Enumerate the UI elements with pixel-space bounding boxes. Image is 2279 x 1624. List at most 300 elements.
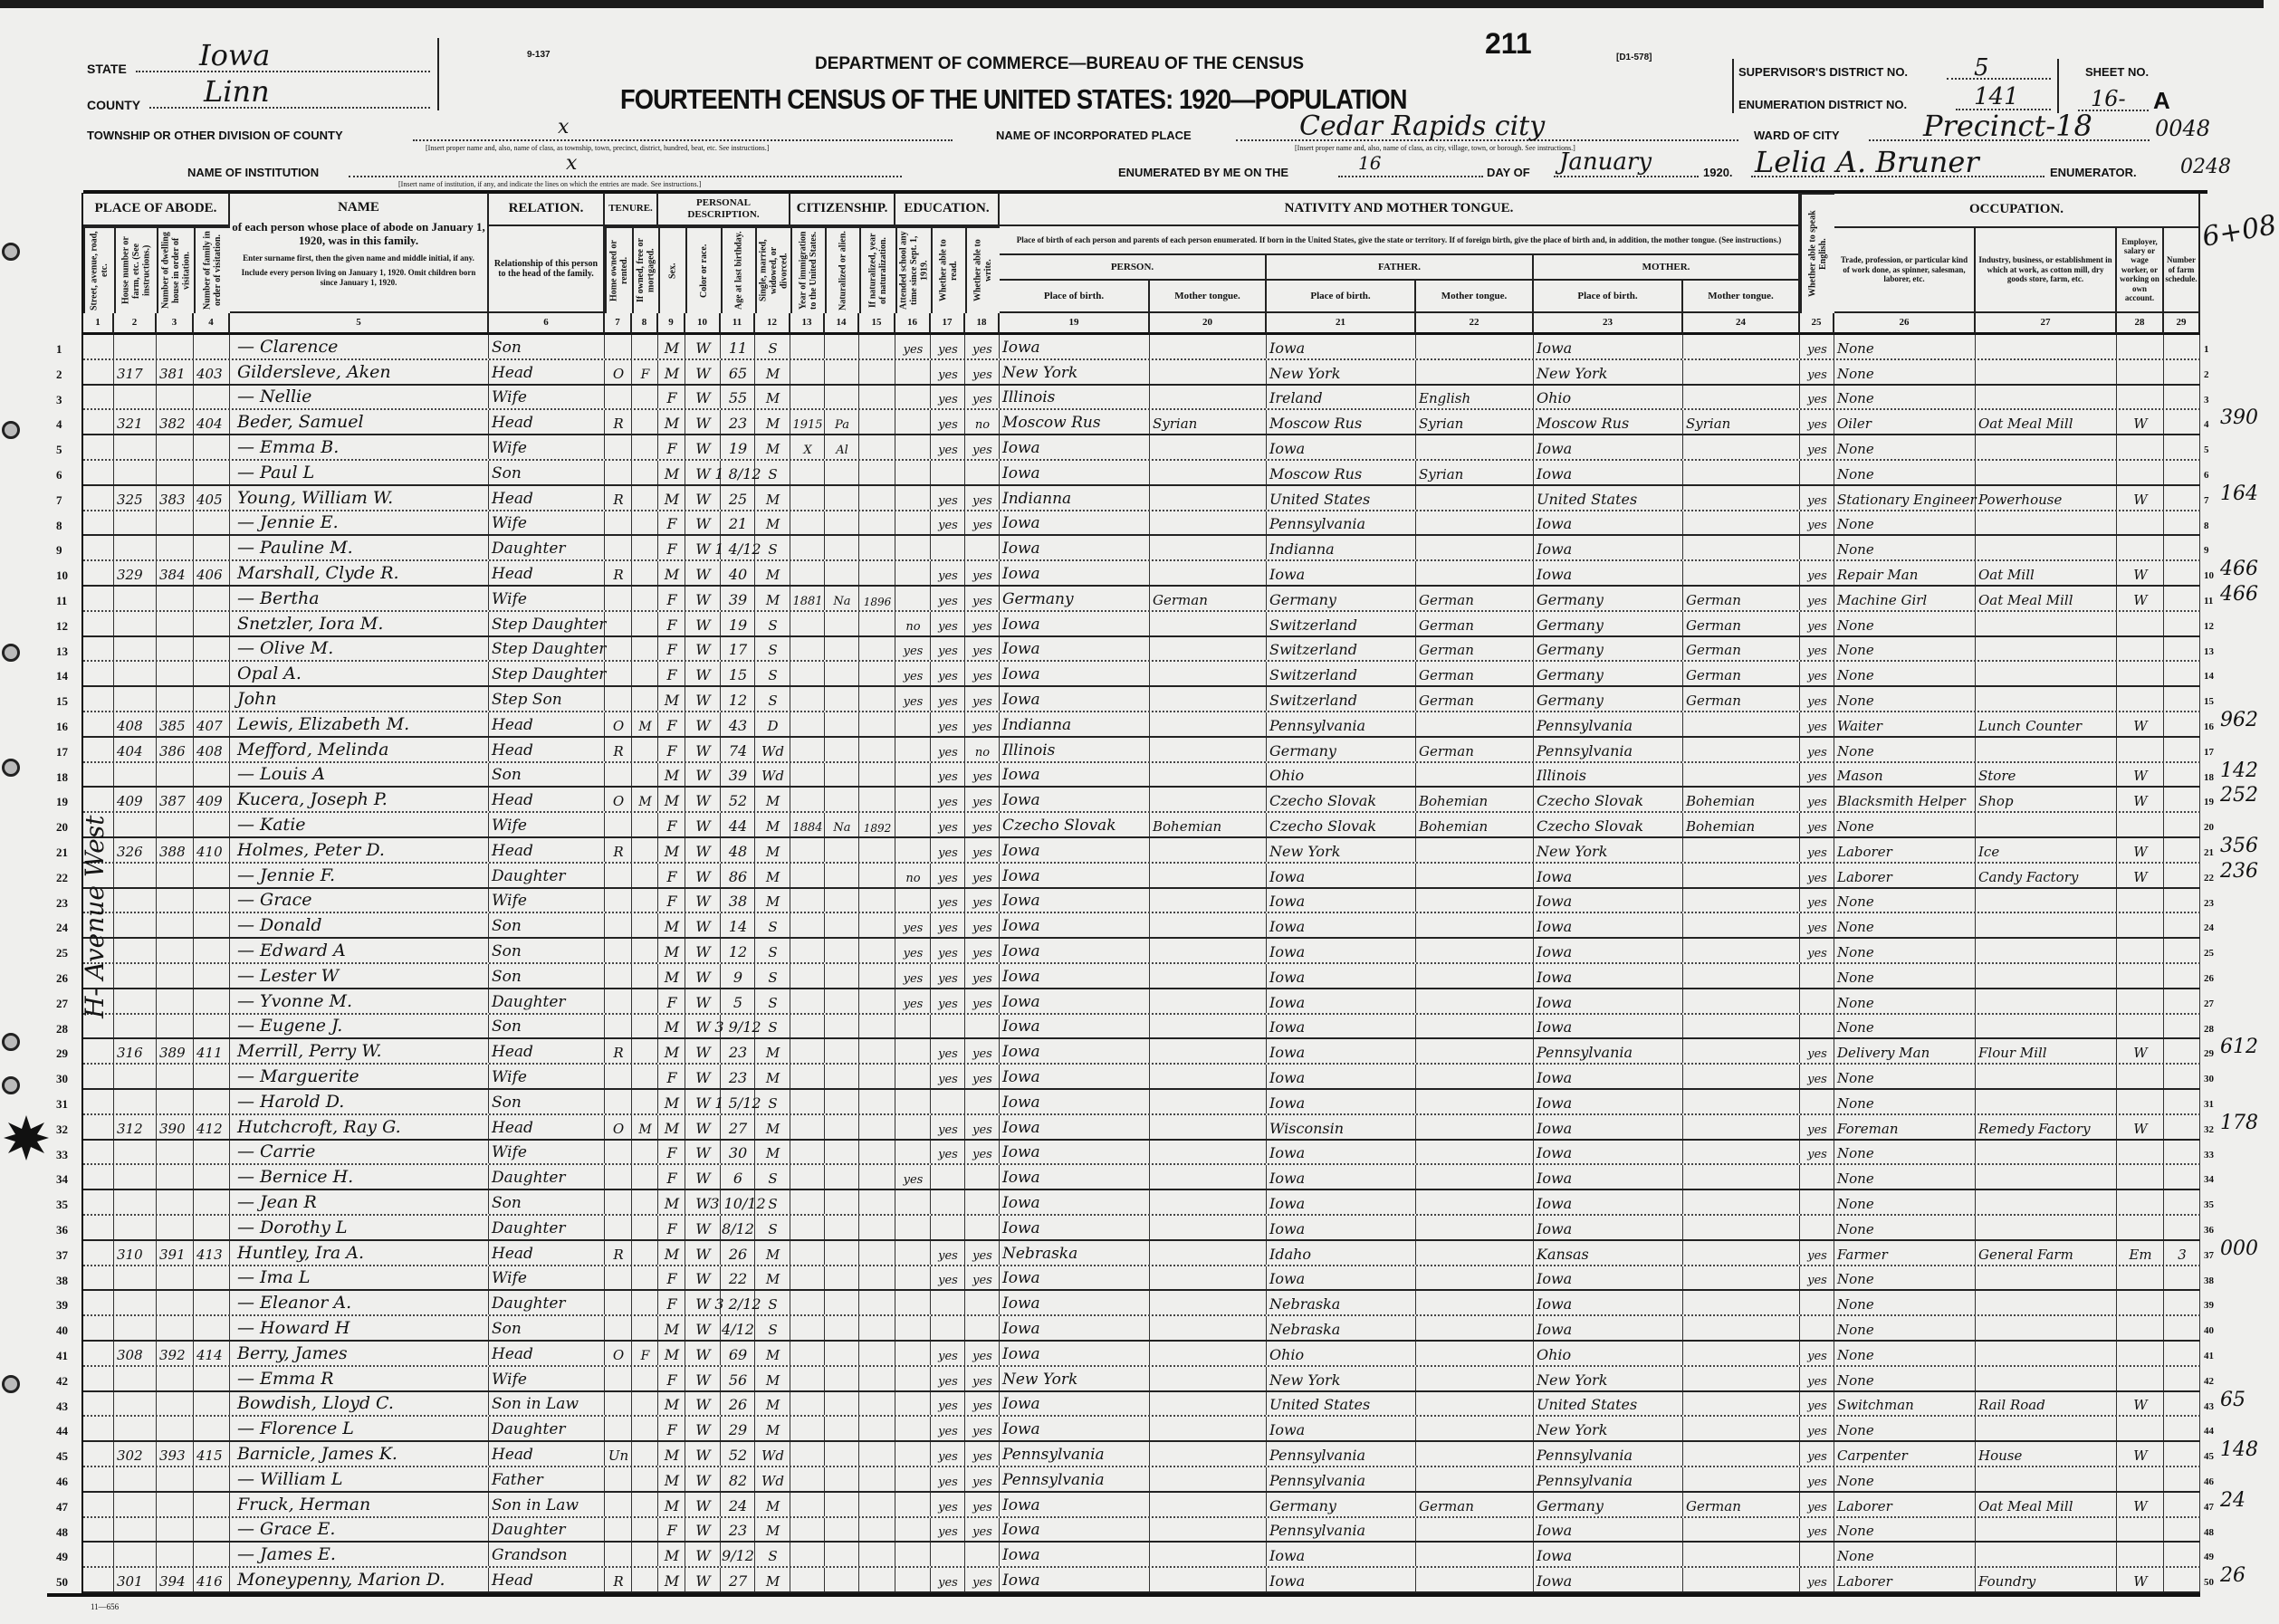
column-header-20: Mother tongue. bbox=[1150, 281, 1267, 313]
cell-col-2 bbox=[114, 939, 157, 962]
cell-col-9: M bbox=[658, 1015, 685, 1038]
supervisor-label: SUPERVISOR'S DISTRICT NO. bbox=[1738, 65, 1909, 79]
cell-col-19: Iowa bbox=[1000, 662, 1150, 685]
cell-col-15 bbox=[859, 913, 895, 937]
cell-col-12: M bbox=[755, 410, 790, 434]
cell-col-17: yes bbox=[931, 561, 965, 585]
cell-col-19: Iowa bbox=[1000, 561, 1150, 585]
cell-col-3 bbox=[157, 1493, 194, 1516]
sheet-value: 16- bbox=[2078, 86, 2149, 111]
cell-col-26: None bbox=[1834, 461, 1976, 484]
cell-col-25 bbox=[1800, 461, 1834, 484]
cell-col-15 bbox=[859, 637, 895, 661]
cell-col-19: Iowa bbox=[1000, 1141, 1150, 1164]
cell-col-23: United States bbox=[1534, 1392, 1683, 1416]
cell-col-4 bbox=[194, 864, 230, 887]
cell-col-26: Mason bbox=[1834, 763, 1976, 787]
cell-col-4 bbox=[194, 461, 230, 484]
cell-col-21: Ireland bbox=[1267, 386, 1416, 409]
cell-col-19: Iowa bbox=[1000, 1090, 1150, 1113]
cell-col-19: Germany bbox=[1000, 587, 1150, 610]
cell-col-12: M bbox=[755, 1392, 790, 1416]
cell-col-19: Iowa bbox=[1000, 1015, 1150, 1038]
cell-col-16 bbox=[895, 1141, 931, 1164]
cell-col-14: Na bbox=[825, 813, 859, 836]
cell-col-25: yes bbox=[1800, 435, 1834, 459]
cell-col-29 bbox=[2164, 687, 2200, 711]
cell-col-8 bbox=[632, 687, 658, 711]
cell-col-10: W bbox=[685, 964, 721, 988]
cell-col-27: Oat Mill bbox=[1976, 561, 2117, 585]
cell-col-4 bbox=[194, 964, 230, 988]
cell-col-1 bbox=[83, 1417, 114, 1440]
cell-col-19: Iowa bbox=[1000, 335, 1150, 358]
table-row bbox=[83, 1141, 2200, 1166]
cell-col-24 bbox=[1683, 1165, 1800, 1189]
cell-col-8: F bbox=[632, 360, 658, 384]
cell-col-18: no bbox=[965, 410, 1000, 434]
nativity-desc: Place of birth of each person and parents of each person enumerated. If born in the United States, give the state or territory. If of foreign birth, give the place of birth and, in addition, the mother tongue. (See instructions.) bbox=[1000, 226, 1800, 255]
cell-col-14 bbox=[825, 939, 859, 962]
cell-col-3 bbox=[157, 939, 194, 962]
table-row bbox=[83, 662, 2200, 687]
cell-col-26: None bbox=[1834, 1015, 1976, 1038]
cell-col-12: Wd bbox=[755, 738, 790, 761]
cell-col-4: 408 bbox=[194, 738, 230, 761]
cell-col-7: R bbox=[605, 1568, 632, 1591]
institution-value: x bbox=[349, 152, 902, 177]
cell-col-11: 48 bbox=[721, 838, 755, 862]
cell-col-24 bbox=[1683, 1417, 1800, 1440]
cell-col-14 bbox=[825, 864, 859, 887]
cell-col-20 bbox=[1150, 1039, 1267, 1063]
cell-col-15 bbox=[859, 1467, 895, 1491]
binding-hole-icon bbox=[2, 1033, 20, 1051]
cell-col-10: W bbox=[685, 913, 721, 937]
cell-col-20 bbox=[1150, 612, 1267, 635]
cell-col-8 bbox=[632, 1090, 658, 1113]
cell-col-16 bbox=[895, 1115, 931, 1139]
cell-col-5: — Edward A bbox=[230, 939, 489, 962]
supervisor-value: 5 bbox=[1947, 54, 2051, 80]
cell-col-27 bbox=[1976, 536, 2117, 559]
cell-col-12: Wd bbox=[755, 1442, 790, 1466]
cell-col-2 bbox=[114, 1543, 157, 1566]
cell-col-17: yes bbox=[931, 788, 965, 811]
cell-col-13 bbox=[790, 662, 825, 685]
cell-col-28 bbox=[2117, 511, 2164, 535]
line-number-left: 18 bbox=[56, 769, 68, 784]
line-number-left: 21 bbox=[56, 845, 68, 859]
cell-col-16 bbox=[895, 1190, 931, 1214]
cell-col-13 bbox=[790, 1467, 825, 1491]
cell-col-10: W bbox=[685, 561, 721, 585]
cell-col-20 bbox=[1150, 939, 1267, 962]
cell-col-15 bbox=[859, 1190, 895, 1214]
cell-col-17: yes bbox=[931, 335, 965, 358]
line-number-left: 34 bbox=[56, 1172, 68, 1187]
cell-col-21: Moscow Rus bbox=[1267, 461, 1416, 484]
cell-col-1 bbox=[83, 1291, 114, 1314]
cell-col-26: None bbox=[1834, 1417, 1976, 1440]
cell-col-1 bbox=[83, 1090, 114, 1113]
cell-col-27 bbox=[1976, 1266, 2117, 1290]
cell-col-13 bbox=[790, 1039, 825, 1063]
cell-col-13 bbox=[790, 788, 825, 811]
cell-col-9: M bbox=[658, 1392, 685, 1416]
cell-col-17: yes bbox=[931, 1342, 965, 1365]
cell-col-20 bbox=[1150, 1367, 1267, 1390]
column-header-15: If naturalized, year of naturalization. bbox=[859, 226, 895, 313]
cell-col-4: 415 bbox=[194, 1442, 230, 1466]
cell-col-12: D bbox=[755, 712, 790, 736]
cell-col-28 bbox=[2117, 435, 2164, 459]
table-row bbox=[83, 1367, 2200, 1392]
line-number-left: 2 bbox=[56, 367, 62, 381]
cell-col-25 bbox=[1800, 1543, 1834, 1566]
cell-col-14: Pa bbox=[825, 410, 859, 434]
ward-note: 0048 bbox=[2155, 116, 2211, 141]
cell-col-20 bbox=[1150, 1417, 1267, 1440]
cell-col-28: W bbox=[2117, 763, 2164, 787]
cell-col-10: W bbox=[685, 410, 721, 434]
cell-col-12: S bbox=[755, 989, 790, 1013]
group-citizenship: CITIZENSHIP. bbox=[790, 193, 895, 226]
cell-col-7 bbox=[605, 763, 632, 787]
line-number-right: 32 bbox=[2204, 1123, 2214, 1135]
column-number-19: 19 bbox=[1000, 313, 1150, 335]
cell-col-9: M bbox=[658, 1090, 685, 1113]
cell-col-18: yes bbox=[965, 1342, 1000, 1365]
cell-col-9: F bbox=[658, 612, 685, 635]
table-row bbox=[83, 1467, 2200, 1493]
cell-col-16 bbox=[895, 889, 931, 912]
column-number-7: 7 bbox=[605, 313, 632, 335]
cell-col-12: S bbox=[755, 461, 790, 484]
column-number-12: 12 bbox=[755, 313, 790, 335]
cell-col-8 bbox=[632, 637, 658, 661]
line-number-right: 9 bbox=[2204, 545, 2209, 557]
cell-col-11: 19 bbox=[721, 612, 755, 635]
cell-col-24 bbox=[1683, 1241, 1800, 1265]
cell-col-3 bbox=[157, 1165, 194, 1189]
cell-col-19: Iowa bbox=[1000, 536, 1150, 559]
cell-col-25: yes bbox=[1800, 1367, 1834, 1390]
cell-col-17: yes bbox=[931, 813, 965, 836]
cell-col-2 bbox=[114, 763, 157, 787]
cell-col-26: None bbox=[1834, 386, 1976, 409]
cell-col-27 bbox=[1976, 1015, 2117, 1038]
cell-col-15 bbox=[859, 939, 895, 962]
enumeration-day: 16 bbox=[1338, 152, 1483, 177]
cell-col-8: M bbox=[632, 712, 658, 736]
table-row bbox=[83, 612, 2200, 637]
cell-col-9: M bbox=[658, 1342, 685, 1365]
cell-col-25: yes bbox=[1800, 1442, 1834, 1466]
cell-col-15 bbox=[859, 989, 895, 1013]
cell-col-9: M bbox=[658, 939, 685, 962]
cell-col-23: Germany bbox=[1534, 612, 1683, 635]
cell-col-25 bbox=[1800, 964, 1834, 988]
table-row bbox=[83, 1039, 2200, 1065]
cell-col-26: Laborer bbox=[1834, 1493, 1976, 1516]
cell-col-25 bbox=[1800, 1015, 1834, 1038]
table-row bbox=[83, 1190, 2200, 1216]
line-number-right: 49 bbox=[2204, 1552, 2214, 1563]
cell-col-18 bbox=[965, 1015, 1000, 1038]
cell-col-26: None bbox=[1834, 335, 1976, 358]
cell-col-18: yes bbox=[965, 1065, 1000, 1088]
cell-col-9: F bbox=[658, 1165, 685, 1189]
cell-col-25: yes bbox=[1800, 1266, 1834, 1290]
cell-col-19: Illinois bbox=[1000, 386, 1150, 409]
cell-col-24 bbox=[1683, 1568, 1800, 1591]
cell-col-13 bbox=[790, 939, 825, 962]
line-number-right: 14 bbox=[2204, 671, 2214, 683]
cell-col-26: Farmer bbox=[1834, 1241, 1976, 1265]
cell-col-25: yes bbox=[1800, 1493, 1834, 1516]
cell-col-5: — Lester W bbox=[230, 964, 489, 988]
cell-col-5: — Grace E. bbox=[230, 1518, 489, 1542]
cell-col-4 bbox=[194, 662, 230, 685]
cell-col-9: F bbox=[658, 435, 685, 459]
cell-col-1 bbox=[83, 1493, 114, 1516]
cell-col-23: Germany bbox=[1534, 1493, 1683, 1516]
table-row bbox=[83, 386, 2200, 411]
cell-col-27: Oat Meal Mill bbox=[1976, 410, 2117, 434]
line-number-left: 50 bbox=[56, 1575, 68, 1590]
cell-col-12: M bbox=[755, 386, 790, 409]
cell-col-15 bbox=[859, 1316, 895, 1340]
line-number-left: 20 bbox=[56, 820, 68, 835]
cell-col-8 bbox=[632, 386, 658, 409]
line-number-right: 15 bbox=[2204, 696, 2214, 708]
cell-col-26: Foreman bbox=[1834, 1115, 1976, 1139]
cell-col-5: Moneypenny, Marion D. bbox=[230, 1568, 489, 1591]
line-number-left: 31 bbox=[56, 1097, 68, 1111]
cell-col-29 bbox=[2164, 964, 2200, 988]
cell-col-7: O bbox=[605, 712, 632, 736]
cell-col-13 bbox=[790, 1518, 825, 1542]
cell-col-8 bbox=[632, 1568, 658, 1591]
cell-col-19: New York bbox=[1000, 1367, 1150, 1390]
line-number-right: 13 bbox=[2204, 645, 2214, 657]
cell-col-7 bbox=[605, 1518, 632, 1542]
cell-col-16 bbox=[895, 1367, 931, 1390]
cell-col-18: yes bbox=[965, 360, 1000, 384]
line-number-right: 28 bbox=[2204, 1023, 2214, 1035]
cell-col-11: 40 bbox=[721, 561, 755, 585]
cell-col-2 bbox=[114, 1266, 157, 1290]
cell-col-16: yes bbox=[895, 989, 931, 1013]
cell-col-3 bbox=[157, 1543, 194, 1566]
cell-col-25: yes bbox=[1800, 1392, 1834, 1416]
cell-col-6: Son bbox=[489, 939, 605, 962]
cell-col-17: yes bbox=[931, 838, 965, 862]
group-mother: MOTHER. bbox=[1534, 255, 1800, 281]
cell-col-1 bbox=[83, 536, 114, 559]
footer-code: 11—656 bbox=[91, 1602, 120, 1611]
cell-col-28: W bbox=[2117, 712, 2164, 736]
cell-col-15 bbox=[859, 1039, 895, 1063]
cell-col-15 bbox=[859, 435, 895, 459]
line-number-left: 44 bbox=[56, 1424, 68, 1438]
cell-col-16 bbox=[895, 1342, 931, 1365]
column-number-3: 3 bbox=[157, 313, 194, 335]
scan-border bbox=[0, 0, 2264, 8]
cell-col-21: Iowa bbox=[1267, 889, 1416, 912]
cell-col-21: Iowa bbox=[1267, 1266, 1416, 1290]
cell-col-2 bbox=[114, 1417, 157, 1440]
line-number-right: 39 bbox=[2204, 1300, 2214, 1312]
cell-col-27: Oat Meal Mill bbox=[1976, 1493, 2117, 1516]
cell-col-1 bbox=[83, 1467, 114, 1491]
line-number-right: 37 bbox=[2204, 1249, 2214, 1261]
cell-col-15 bbox=[859, 1165, 895, 1189]
street-margin-note: H- Avenue West bbox=[80, 815, 110, 1018]
incorporated-value: Cedar Rapids city bbox=[1236, 110, 1738, 141]
cell-col-14 bbox=[825, 511, 859, 535]
cell-col-25: yes bbox=[1800, 1241, 1834, 1265]
cell-col-26: None bbox=[1834, 1291, 1976, 1314]
cell-col-3 bbox=[157, 813, 194, 836]
cell-col-28 bbox=[2117, 913, 2164, 937]
cell-col-17: yes bbox=[931, 1493, 965, 1516]
cell-col-20 bbox=[1150, 435, 1267, 459]
cell-col-26: None bbox=[1834, 1216, 1976, 1239]
cell-col-16 bbox=[895, 1015, 931, 1038]
line-number-left: 27 bbox=[56, 996, 68, 1010]
cell-col-4: 405 bbox=[194, 486, 230, 510]
cell-col-5: — Harold D. bbox=[230, 1090, 489, 1113]
line-number-right: 11 bbox=[2204, 596, 2214, 607]
cell-col-6: Head bbox=[489, 1115, 605, 1139]
cell-col-29 bbox=[2164, 1291, 2200, 1314]
cell-col-16: yes bbox=[895, 939, 931, 962]
cell-col-7 bbox=[605, 1141, 632, 1164]
cell-col-20 bbox=[1150, 1543, 1267, 1566]
cell-col-10: W bbox=[685, 712, 721, 736]
cell-col-9: F bbox=[658, 1266, 685, 1290]
cell-col-11: 56 bbox=[721, 1367, 755, 1390]
line-number-left: 46 bbox=[56, 1475, 68, 1488]
cell-col-7 bbox=[605, 1493, 632, 1516]
cell-col-1 bbox=[83, 612, 114, 635]
cell-col-29 bbox=[2164, 1190, 2200, 1214]
cell-col-7: O bbox=[605, 1115, 632, 1139]
cell-col-7 bbox=[605, 1392, 632, 1416]
cell-col-19: Iowa bbox=[1000, 939, 1150, 962]
cell-col-24 bbox=[1683, 1367, 1800, 1390]
cell-col-26: Laborer bbox=[1834, 864, 1976, 887]
cell-col-10: W bbox=[685, 587, 721, 610]
cell-col-27 bbox=[1976, 1417, 2117, 1440]
cell-col-29 bbox=[2164, 1115, 2200, 1139]
cell-col-23: New York bbox=[1534, 1367, 1683, 1390]
table-row bbox=[83, 964, 2200, 989]
incorporated-label: NAME OF INCORPORATED PLACE bbox=[996, 129, 1192, 142]
cell-col-24 bbox=[1683, 1015, 1800, 1038]
cell-col-24 bbox=[1683, 1141, 1800, 1164]
cell-col-3 bbox=[157, 1090, 194, 1113]
cell-col-20 bbox=[1150, 1141, 1267, 1164]
cell-col-16 bbox=[895, 461, 931, 484]
column-number-13: 13 bbox=[790, 313, 825, 335]
cell-col-3 bbox=[157, 335, 194, 358]
cell-col-23: Iowa bbox=[1534, 1115, 1683, 1139]
cell-col-18 bbox=[965, 1543, 1000, 1566]
cell-col-26: None bbox=[1834, 1266, 1976, 1290]
cell-col-11: 5 bbox=[721, 989, 755, 1013]
cell-col-5: Fruck, Herman bbox=[230, 1493, 489, 1516]
cell-col-11: 24 bbox=[721, 1493, 755, 1516]
cell-col-15 bbox=[859, 1518, 895, 1542]
cell-col-12: M bbox=[755, 486, 790, 510]
cell-col-8 bbox=[632, 1518, 658, 1542]
cell-col-22 bbox=[1416, 1367, 1534, 1390]
cell-col-24 bbox=[1683, 1039, 1800, 1063]
cell-col-24: German bbox=[1683, 1493, 1800, 1516]
cell-col-8 bbox=[632, 536, 658, 559]
cell-col-7 bbox=[605, 1090, 632, 1113]
cell-col-19: Iowa bbox=[1000, 889, 1150, 912]
line-number-left: 8 bbox=[56, 518, 62, 532]
cell-col-22 bbox=[1416, 712, 1534, 736]
table-row bbox=[83, 864, 2200, 889]
table-row bbox=[83, 913, 2200, 939]
cell-col-12: S bbox=[755, 1543, 790, 1566]
cell-col-12: S bbox=[755, 612, 790, 635]
cell-col-25: yes bbox=[1800, 1115, 1834, 1139]
cell-col-20 bbox=[1150, 1241, 1267, 1265]
cell-col-8 bbox=[632, 1141, 658, 1164]
cell-col-21: Iowa bbox=[1267, 1417, 1416, 1440]
cell-col-1 bbox=[83, 511, 114, 535]
column-header-26: Trade, profession, or particular kind of work done, as spinner, salesman, laborer, etc. bbox=[1834, 228, 1976, 313]
cell-col-19: Iowa bbox=[1000, 511, 1150, 535]
cell-col-6: Head bbox=[489, 788, 605, 811]
cell-col-7: R bbox=[605, 1241, 632, 1265]
cell-col-20 bbox=[1150, 889, 1267, 912]
cell-col-12: M bbox=[755, 1141, 790, 1164]
cell-col-11: 23 bbox=[721, 1039, 755, 1063]
cell-col-9: M bbox=[658, 1493, 685, 1516]
cell-col-20 bbox=[1150, 1291, 1267, 1314]
cell-col-27 bbox=[1976, 1090, 2117, 1113]
cell-col-25: yes bbox=[1800, 1039, 1834, 1063]
cell-col-14 bbox=[825, 763, 859, 787]
cell-col-8 bbox=[632, 964, 658, 988]
cell-col-6: Head bbox=[489, 1342, 605, 1365]
cell-col-29 bbox=[2164, 410, 2200, 434]
cell-col-17: yes bbox=[931, 1467, 965, 1491]
cell-col-6: Head bbox=[489, 486, 605, 510]
cell-col-15 bbox=[859, 1493, 895, 1516]
cell-col-21: Iowa bbox=[1267, 964, 1416, 988]
cell-col-20 bbox=[1150, 687, 1267, 711]
cell-col-4 bbox=[194, 913, 230, 937]
cell-col-3 bbox=[157, 913, 194, 937]
cell-col-23: Ohio bbox=[1534, 386, 1683, 409]
cell-col-23: Germany bbox=[1534, 687, 1683, 711]
cell-col-18: yes bbox=[965, 662, 1000, 685]
cell-col-4 bbox=[194, 1493, 230, 1516]
cell-col-9: M bbox=[658, 1568, 685, 1591]
cell-col-11: 26 bbox=[721, 1392, 755, 1416]
cell-col-5: Holmes, Peter D. bbox=[230, 838, 489, 862]
cell-col-14 bbox=[825, 1090, 859, 1113]
line-number-right: 38 bbox=[2204, 1275, 2214, 1286]
